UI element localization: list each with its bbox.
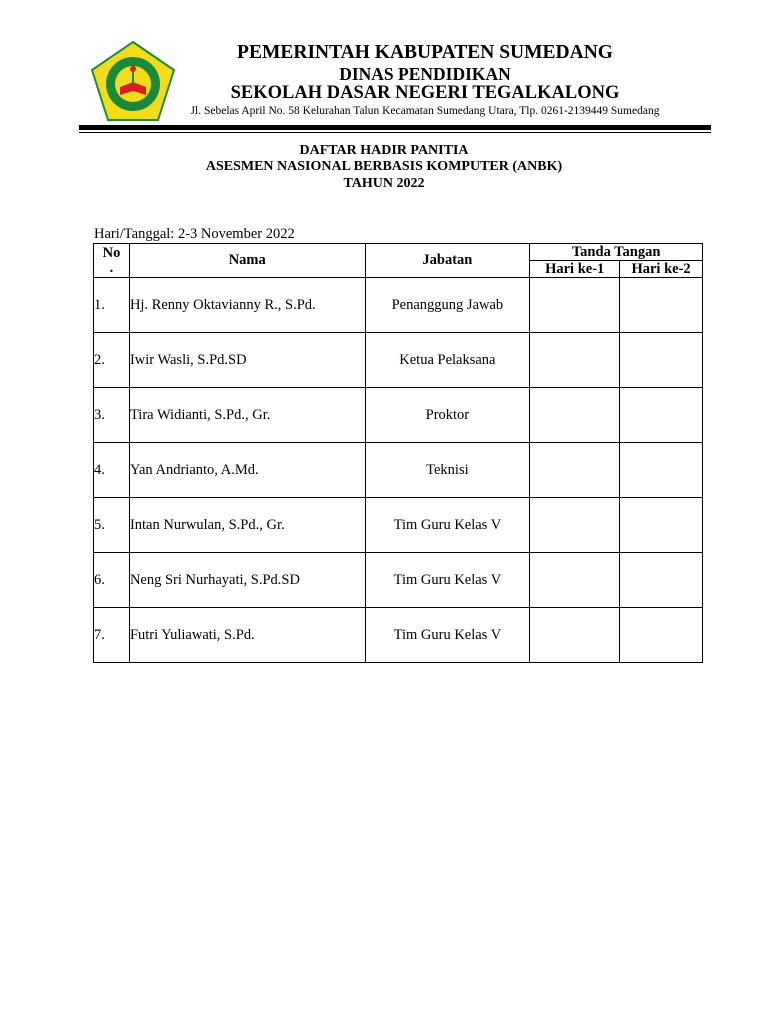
- signature-cell-day2[interactable]: [620, 608, 703, 663]
- table-row: [94, 333, 703, 388]
- col-header-tanda-tangan: Tanda Tangan: [530, 244, 703, 261]
- doc-title: DAFTAR HADIR PANITIA: [299, 143, 469, 158]
- row-jabatan: Penanggung Jawab: [365, 278, 530, 333]
- signature-cell-day1[interactable]: [530, 443, 620, 498]
- header-divider-thin: [79, 132, 711, 133]
- date-label: Hari/Tanggal: 2-3 November 2022: [94, 226, 295, 242]
- row-no: 4.: [94, 443, 130, 498]
- header-school: SEKOLAH DASAR NEGERI TEGALKALONG: [230, 83, 620, 103]
- school-logo: [90, 40, 176, 122]
- doc-subtitle: ASESMEN NASIONAL BERBASIS KOMPUTER (ANBK): [205, 159, 563, 174]
- col-header-no: No .: [94, 244, 130, 278]
- signature-cell-day2[interactable]: [620, 498, 703, 553]
- col-header-day2: Hari ke-2: [620, 261, 703, 278]
- header-government: PEMERINTAH KABUPATEN SUMEDANG: [237, 42, 613, 63]
- row-nama: Hj. Renny Oktavianny R., S.Pd.: [129, 278, 365, 333]
- row-nama: Neng Sri Nurhayati, S.Pd.SD: [129, 553, 365, 608]
- signature-cell-day2[interactable]: [620, 278, 703, 333]
- row-no: 6.: [94, 553, 130, 608]
- header-department: DINAS PENDIDIKAN: [339, 64, 511, 84]
- row-no: 3.: [94, 388, 130, 443]
- table-row: [94, 498, 703, 553]
- signature-cell-day1[interactable]: [530, 333, 620, 388]
- col-header-jabatan: Jabatan: [365, 244, 530, 278]
- signature-cell-day2[interactable]: [620, 443, 703, 498]
- row-no: 7.: [94, 608, 130, 663]
- table-row: [94, 443, 703, 498]
- row-nama: Futri Yuliawati, S.Pd.: [129, 608, 365, 663]
- col-header-day1: Hari ke-1: [530, 261, 620, 278]
- table-row: [94, 553, 703, 608]
- row-nama: Intan Nurwulan, S.Pd., Gr.: [129, 498, 365, 553]
- row-nama: Yan Andrianto, A.Md.: [129, 443, 365, 498]
- signature-cell-day1[interactable]: [530, 553, 620, 608]
- doc-year: TAHUN 2022: [343, 176, 425, 191]
- row-no: 1.: [94, 278, 130, 333]
- row-jabatan: Ketua Pelaksana: [365, 333, 530, 388]
- signature-cell-day1[interactable]: [530, 608, 620, 663]
- row-jabatan: Tim Guru Kelas V: [365, 608, 530, 663]
- signature-cell-day1[interactable]: [530, 388, 620, 443]
- table-row: [94, 388, 703, 443]
- header-divider-thick: [79, 125, 711, 130]
- row-nama: Iwir Wasli, S.Pd.SD: [129, 333, 365, 388]
- signature-cell-day1[interactable]: [530, 498, 620, 553]
- row-jabatan: Teknisi: [365, 443, 530, 498]
- signature-cell-day1[interactable]: [530, 278, 620, 333]
- signature-cell-day2[interactable]: [620, 553, 703, 608]
- row-no: 2.: [94, 333, 130, 388]
- table-row: [94, 608, 703, 663]
- row-jabatan: Tim Guru Kelas V: [365, 498, 530, 553]
- row-jabatan: Tim Guru Kelas V: [365, 553, 530, 608]
- signature-cell-day2[interactable]: [620, 388, 703, 443]
- signature-cell-day2[interactable]: [620, 333, 703, 388]
- col-header-nama: Nama: [129, 244, 365, 278]
- table-row: [94, 278, 703, 333]
- attendance-table: [93, 243, 703, 663]
- header-address: Jl. Sebelas April No. 58 Kelurahan Talun Kecamatan Sumedang Utara, Tlp. 0261-2139449 Sumedang: [190, 105, 660, 117]
- row-no: 5.: [94, 498, 130, 553]
- row-nama: Tira Widianti, S.Pd., Gr.: [129, 388, 365, 443]
- row-jabatan: Proktor: [365, 388, 530, 443]
